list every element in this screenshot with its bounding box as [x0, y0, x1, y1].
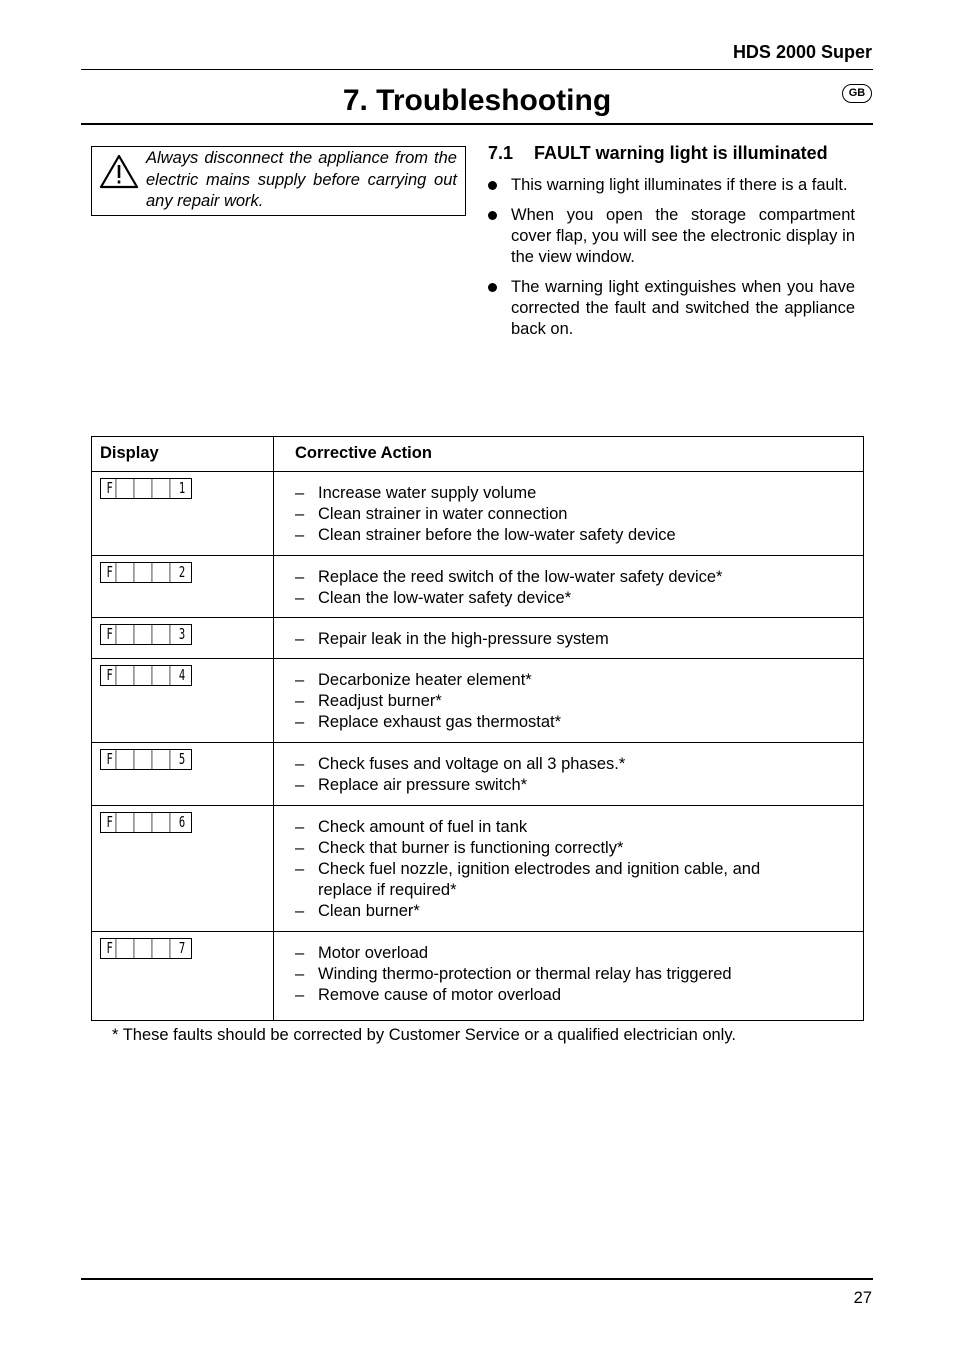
- fault-code-display: [100, 812, 192, 833]
- footer-rule: [81, 1278, 873, 1280]
- action-cell: [274, 659, 863, 742]
- action-list: [295, 817, 773, 922]
- display-cell: [92, 472, 274, 555]
- header-display-label: Display: [100, 444, 159, 462]
- header-action: [274, 437, 863, 471]
- warning-triangle-icon: [99, 153, 139, 189]
- action-cell: [274, 932, 863, 1020]
- action-cell: [274, 743, 863, 805]
- action-list: [295, 629, 855, 650]
- page-number: 27: [853, 1289, 872, 1307]
- warning-box: [91, 146, 466, 216]
- header-action-label: Corrective Action: [295, 444, 432, 462]
- display-digit: 7: [178, 939, 186, 957]
- display-digit: F: [104, 750, 117, 769]
- action-item: – Check fuel nozzle, ignition electrodes and ignition cable, and replace if required*: [295, 860, 761, 899]
- display-digit: [122, 939, 135, 958]
- display-digit: [140, 563, 153, 582]
- fault-code-display: [100, 665, 192, 686]
- page-title: 7. Troubleshooting: [342, 84, 612, 117]
- display-digit: 1: [178, 479, 186, 497]
- product-name: HDS 2000 Super: [732, 42, 872, 62]
- display-digit: [140, 479, 153, 498]
- action-cell: [274, 472, 863, 555]
- bullet-dot-icon: [488, 211, 497, 220]
- action-list: [295, 483, 855, 546]
- bullet-item: [488, 205, 855, 268]
- section-title: FAULT warning light is illuminated: [534, 143, 828, 163]
- display-digit: [122, 563, 135, 582]
- display-digit: [122, 625, 135, 644]
- action-item: – Replace exhaust gas thermostat*: [295, 713, 562, 731]
- bullet-item: [488, 277, 855, 340]
- display-digit: [122, 750, 135, 769]
- display-digit: [140, 625, 153, 644]
- action-item: – Check fuses and voltage on all 3 phases.*: [295, 755, 626, 773]
- bullet-text: This warning light illuminates if there is a fault.: [511, 176, 848, 194]
- display-cell: [92, 743, 274, 805]
- bullet-text: The warning light extinguishes when you have corrected the fault and switched the appliance back on.: [511, 278, 855, 338]
- action-list: [295, 567, 855, 609]
- display-digit: [158, 939, 171, 958]
- display-digit: 4: [178, 666, 186, 684]
- header-display: [92, 437, 274, 471]
- action-item: – Remove cause of motor overload: [295, 986, 562, 1004]
- action-list: [295, 943, 855, 1006]
- action-cell: [274, 618, 863, 658]
- table-row: [92, 806, 863, 932]
- table-header: [92, 437, 863, 472]
- fault-code-display: [100, 624, 192, 645]
- display-cell: [92, 556, 274, 617]
- table-row: [92, 618, 863, 659]
- display-digit: [158, 666, 171, 685]
- action-item: – Winding thermo-protection or thermal relay has triggered: [295, 965, 732, 983]
- action-item: – Clean strainer in water connection: [295, 505, 568, 523]
- fault-code-display: [100, 478, 192, 499]
- warning-text: Always disconnect the appliance from the electric mains supply before carrying out any repair work.: [146, 149, 457, 210]
- display-digit: F: [104, 625, 117, 644]
- display-digit: [122, 479, 135, 498]
- action-item: – Replace air pressure switch*: [295, 776, 528, 794]
- bullet-list: [488, 175, 855, 349]
- action-item: – Clean burner*: [295, 902, 420, 920]
- table-row: [92, 472, 863, 556]
- bullet-dot-icon: [488, 283, 497, 292]
- fault-code-display: [100, 938, 192, 959]
- bullet-item: [488, 175, 855, 196]
- action-list: [295, 670, 855, 733]
- display-digit: [158, 563, 171, 582]
- action-list: [295, 754, 855, 796]
- display-digit: [158, 479, 171, 498]
- action-item: – Repair leak in the high-pressure system: [295, 630, 609, 648]
- bullet-dot-icon: [488, 181, 497, 190]
- display-digit: [122, 813, 135, 832]
- action-item: – Check amount of fuel in tank: [295, 818, 528, 836]
- display-digit: F: [104, 666, 117, 685]
- display-digit: [140, 750, 153, 769]
- action-item: – Decarbonize heater element*: [295, 671, 532, 689]
- fault-code-display: [100, 749, 192, 770]
- header-rule: [81, 69, 873, 70]
- action-item: – Replace the reed switch of the low-water safety device*: [295, 568, 723, 586]
- display-digit: F: [104, 813, 117, 832]
- table-row: [92, 659, 863, 743]
- display-digit: [140, 939, 153, 958]
- display-digit: 6: [178, 813, 186, 831]
- action-item: – Readjust burner*: [295, 692, 442, 710]
- display-digit: [140, 666, 153, 685]
- section-number: 7.1: [488, 143, 514, 163]
- display-cell: [92, 932, 274, 1020]
- display-digit: F: [104, 479, 117, 498]
- language-badge: GB: [842, 84, 872, 103]
- action-item: – Motor overload: [295, 944, 429, 962]
- action-item: – Clean the low-water safety device*: [295, 589, 572, 607]
- display-digit: [158, 625, 171, 644]
- display-digit: 3: [178, 625, 186, 643]
- display-digit: [158, 813, 171, 832]
- table-row: [92, 556, 863, 618]
- action-item: – Increase water supply volume: [295, 484, 537, 502]
- display-cell: [92, 806, 274, 931]
- display-cell: [92, 618, 274, 658]
- display-cell: [92, 659, 274, 742]
- table-row: [92, 743, 863, 806]
- action-item: – Check that burner is functioning correctly*: [295, 839, 624, 857]
- action-item: – Clean strainer before the low-water safety device: [295, 526, 676, 544]
- action-cell: [274, 556, 863, 617]
- display-digit: [122, 666, 135, 685]
- display-digit: [140, 813, 153, 832]
- display-digit: F: [104, 563, 117, 582]
- display-digit: 5: [178, 750, 186, 768]
- display-digit: F: [104, 939, 117, 958]
- action-cell: [274, 806, 863, 931]
- table-row: [92, 932, 863, 1020]
- bullet-text: When you open the storage compartment cover flap, you will see the electronic display in the view window.: [511, 206, 855, 266]
- display-digit: 2: [178, 563, 186, 581]
- title-rule: [81, 123, 873, 125]
- fault-table: [91, 436, 864, 1021]
- display-digit: [158, 750, 171, 769]
- section-heading: [488, 143, 828, 164]
- footnote: * These faults should be corrected by Customer Service or a qualified electrician only.: [112, 1026, 736, 1044]
- fault-code-display: [100, 562, 192, 583]
